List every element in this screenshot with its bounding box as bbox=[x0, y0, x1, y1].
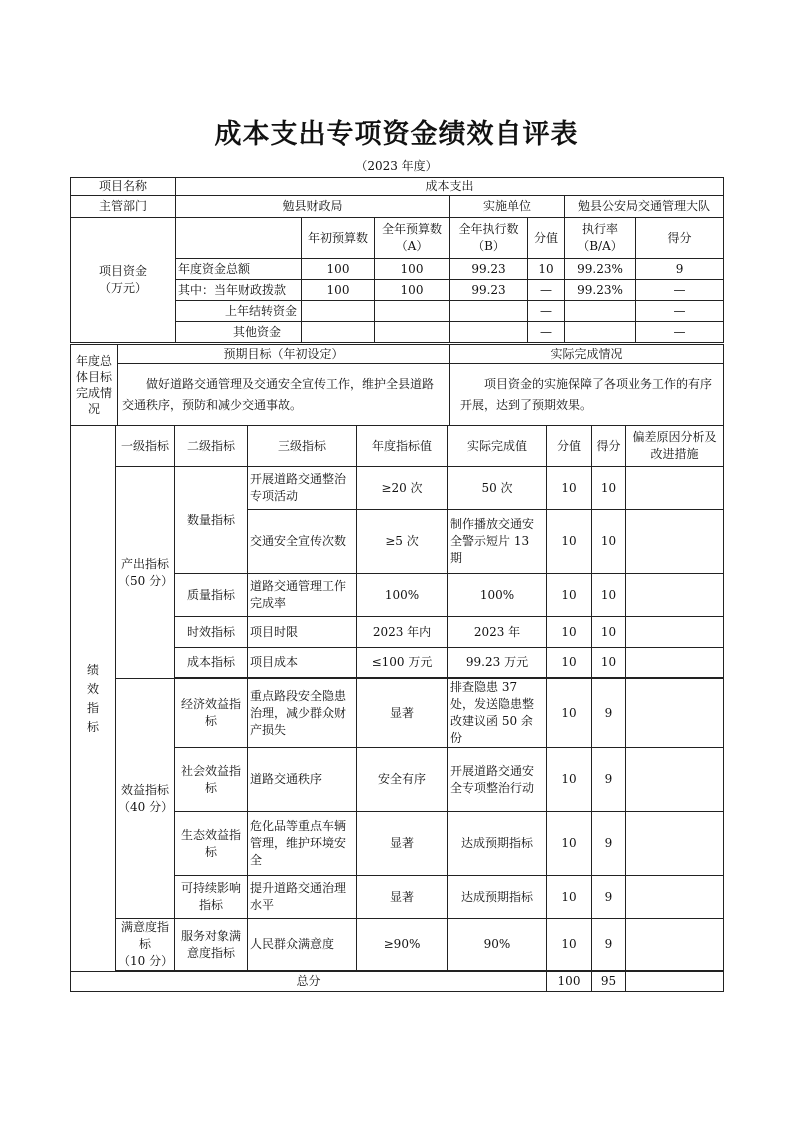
funds-row-score-value: 10 bbox=[528, 259, 565, 280]
indicator-name: 危化品等重点车辆管理，维护环境安全 bbox=[248, 812, 357, 876]
indicator-actual: 排查隐患 37 处，发送隐患整改建议函 50 余份 bbox=[448, 679, 547, 748]
indicator-target: ≥5 次 bbox=[357, 510, 448, 574]
indicator-actual: 2023 年 bbox=[448, 617, 547, 648]
funds-row-name: 其他资金 bbox=[176, 322, 302, 343]
funds-row-name: 年度资金总额 bbox=[176, 259, 302, 280]
funds-row-score-value: — bbox=[528, 280, 565, 301]
dept-value: 勉县财政局 bbox=[176, 196, 450, 218]
funds-row-score: — bbox=[636, 322, 724, 343]
header-level2: 二级指标 bbox=[175, 426, 248, 467]
quantity-indicator-label: 数量指标 bbox=[175, 467, 248, 574]
sustainability-indicator-label: 可持续影响指标 bbox=[175, 876, 248, 919]
indicators-label: 绩效指标 bbox=[71, 426, 116, 972]
funds-row-annual: 100 bbox=[375, 280, 450, 301]
indicator-deviation bbox=[626, 679, 724, 748]
indicator-actual: 达成预期指标 bbox=[448, 876, 547, 919]
header-score: 得分 bbox=[592, 426, 626, 467]
total-score: 95 bbox=[592, 972, 626, 992]
actual-goal-header: 实际完成情况 bbox=[450, 345, 724, 364]
funds-label: 项目资金 （万元） bbox=[71, 218, 176, 343]
indicator-deviation bbox=[626, 748, 724, 812]
indicator-target: ≥20 次 bbox=[357, 467, 448, 510]
indicators-table bbox=[70, 425, 724, 992]
funds-row-initial: 100 bbox=[302, 259, 375, 280]
table-row bbox=[71, 467, 724, 510]
indicator-deviation bbox=[626, 467, 724, 510]
header-level1: 一级指标 bbox=[116, 426, 175, 467]
total-value: 100 bbox=[547, 972, 592, 992]
funds-row-executed: 99.23 bbox=[450, 280, 528, 301]
indicator-deviation bbox=[626, 574, 724, 617]
indicator-target: 显著 bbox=[357, 812, 448, 876]
funds-row-annual: 100 bbox=[375, 259, 450, 280]
indicator-target: 显著 bbox=[357, 679, 448, 748]
cost-indicator-label: 成本指标 bbox=[175, 648, 248, 678]
funds-header-rate: 执行率 （B/A） bbox=[565, 218, 636, 259]
actual-goal-text: 项目资金的实施保障了各项业务工作的有序开展，达到了预期效果。 bbox=[450, 364, 724, 426]
project-name-label: 项目名称 bbox=[71, 178, 176, 196]
indicator-deviation bbox=[626, 919, 724, 971]
funds-header-score: 得分 bbox=[636, 218, 724, 259]
indicator-score: 10 bbox=[592, 617, 626, 648]
funds-table bbox=[70, 177, 724, 343]
indicator-deviation bbox=[626, 876, 724, 919]
indicator-name: 道路交通管理工作完成率 bbox=[248, 574, 357, 617]
total-row bbox=[71, 972, 724, 992]
funds-row-executed: 99.23 bbox=[450, 259, 528, 280]
indicator-score: 10 bbox=[592, 510, 626, 574]
indicator-deviation bbox=[626, 812, 724, 876]
indicator-actual: 90% bbox=[448, 919, 547, 971]
indicator-value: 10 bbox=[547, 919, 592, 971]
indicator-score: 9 bbox=[592, 748, 626, 812]
dept-label: 主管部门 bbox=[71, 196, 176, 218]
unit-label: 实施单位 bbox=[450, 196, 565, 218]
indicator-score: 10 bbox=[592, 648, 626, 678]
project-name-value: 成本支出 bbox=[176, 178, 724, 196]
page-title: 成本支出专项资金绩效自评表 bbox=[214, 119, 579, 150]
funds-header-initial: 年初预算数 bbox=[302, 218, 375, 259]
indicator-value: 10 bbox=[547, 617, 592, 648]
table-row bbox=[71, 679, 724, 748]
indicator-value: 10 bbox=[547, 510, 592, 574]
header-value: 分值 bbox=[547, 426, 592, 467]
indicator-target: ≥90% bbox=[357, 919, 448, 971]
funds-header-executed: 全年执行数 （B） bbox=[450, 218, 528, 259]
benefit-indicator-label: 效益指标 （40 分） bbox=[116, 679, 175, 919]
header-deviation: 偏差原因分析及改进措施 bbox=[626, 426, 724, 467]
indicator-name: 人民群众满意度 bbox=[248, 919, 357, 971]
satisfaction-indicator-label: 满意度指标 （10 分） bbox=[116, 919, 175, 971]
indicator-value: 10 bbox=[547, 467, 592, 510]
indicator-actual: 开展道路交通安全专项整治行动 bbox=[448, 748, 547, 812]
indicator-target: 显著 bbox=[357, 876, 448, 919]
indicator-score: 10 bbox=[592, 467, 626, 510]
indicator-score: 9 bbox=[592, 812, 626, 876]
social-indicator-label: 社会效益指标 bbox=[175, 748, 248, 812]
indicator-target: 100% bbox=[357, 574, 448, 617]
indicator-name: 重点路段安全隐患治理，减少群众财产损失 bbox=[248, 679, 357, 748]
funds-header-annual: 全年预算数 （A） bbox=[375, 218, 450, 259]
funds-row-initial bbox=[302, 301, 375, 322]
total-deviation bbox=[626, 972, 724, 992]
indicator-actual: 50 次 bbox=[448, 467, 547, 510]
indicator-value: 10 bbox=[547, 679, 592, 748]
funds-row-annual bbox=[375, 322, 450, 343]
indicator-target: 2023 年内 bbox=[357, 617, 448, 648]
indicator-name: 提升道路交通治理水平 bbox=[248, 876, 357, 919]
indicator-score: 9 bbox=[592, 876, 626, 919]
header-actual: 实际完成值 bbox=[448, 426, 547, 467]
funds-row-rate bbox=[565, 322, 636, 343]
header-level3: 三级指标 bbox=[248, 426, 357, 467]
indicator-name: 交通安全宣传次数 bbox=[248, 510, 357, 574]
fiscal-year: （2023 年度） bbox=[355, 159, 438, 173]
indicator-deviation bbox=[626, 617, 724, 648]
service-satisfaction-label: 服务对象满意度指标 bbox=[175, 919, 248, 971]
funds-row-annual bbox=[375, 301, 450, 322]
funds-row-rate: 99.23% bbox=[565, 280, 636, 301]
unit-value: 勉县公安局交通管理大队 bbox=[565, 196, 724, 218]
funds-row-score: — bbox=[636, 280, 724, 301]
funds-row-name: 上年结转资金 bbox=[176, 301, 302, 322]
funds-row-score-value: — bbox=[528, 322, 565, 343]
indicator-score: 9 bbox=[592, 919, 626, 971]
funds-row-initial: 100 bbox=[302, 280, 375, 301]
total-label: 总分 bbox=[71, 972, 547, 992]
indicator-deviation bbox=[626, 648, 724, 678]
indicator-target: ≤100 万元 bbox=[357, 648, 448, 678]
funds-row-rate: 99.23% bbox=[565, 259, 636, 280]
funds-row-executed bbox=[450, 322, 528, 343]
indicator-deviation bbox=[626, 510, 724, 574]
indicator-name: 道路交通秩序 bbox=[248, 748, 357, 812]
indicator-value: 10 bbox=[547, 574, 592, 617]
quality-indicator-label: 质量指标 bbox=[175, 574, 248, 617]
funds-row-score: — bbox=[636, 301, 724, 322]
header-target: 年度指标值 bbox=[357, 426, 448, 467]
indicator-actual: 制作播放交通安全警示短片 13 期 bbox=[448, 510, 547, 574]
goals-label: 年度总体目标完成情况 bbox=[71, 345, 118, 426]
indicator-value: 10 bbox=[547, 812, 592, 876]
funds-header-score-value: 分值 bbox=[528, 218, 565, 259]
funds-row-name: 其中：当年财政拨款 bbox=[176, 280, 302, 301]
timeliness-indicator-label: 时效指标 bbox=[175, 617, 248, 648]
indicator-value: 10 bbox=[547, 876, 592, 919]
indicator-name: 开展道路交通整治专项活动 bbox=[248, 467, 357, 510]
indicator-name: 项目成本 bbox=[248, 648, 357, 678]
indicator-value: 10 bbox=[547, 748, 592, 812]
expected-goal-header: 预期目标（年初设定） bbox=[118, 345, 450, 364]
indicator-score: 10 bbox=[592, 574, 626, 617]
funds-row-initial bbox=[302, 322, 375, 343]
indicator-target: 安全有序 bbox=[357, 748, 448, 812]
funds-header-blank bbox=[176, 218, 302, 259]
funds-row-rate bbox=[565, 301, 636, 322]
output-indicator-label: 产出指标 （50 分） bbox=[116, 467, 175, 679]
indicator-score: 9 bbox=[592, 679, 626, 748]
funds-row-score-value: — bbox=[528, 301, 565, 322]
indicator-actual: 100% bbox=[448, 574, 547, 617]
funds-row-score: 9 bbox=[636, 259, 724, 280]
expected-goal-text: 做好道路交通管理及交通安全宣传工作，维护全县道路交通秩序，预防和减少交通事故。 bbox=[118, 364, 450, 426]
indicator-name: 项目时限 bbox=[248, 617, 357, 648]
goals-table bbox=[70, 344, 724, 426]
table-row bbox=[71, 919, 724, 971]
indicator-value: 10 bbox=[547, 648, 592, 678]
indicator-actual: 达成预期指标 bbox=[448, 812, 547, 876]
funds-row-executed bbox=[450, 301, 528, 322]
ecological-indicator-label: 生态效益指标 bbox=[175, 812, 248, 876]
economic-indicator-label: 经济效益指标 bbox=[175, 679, 248, 748]
indicator-actual: 99.23 万元 bbox=[448, 648, 547, 678]
